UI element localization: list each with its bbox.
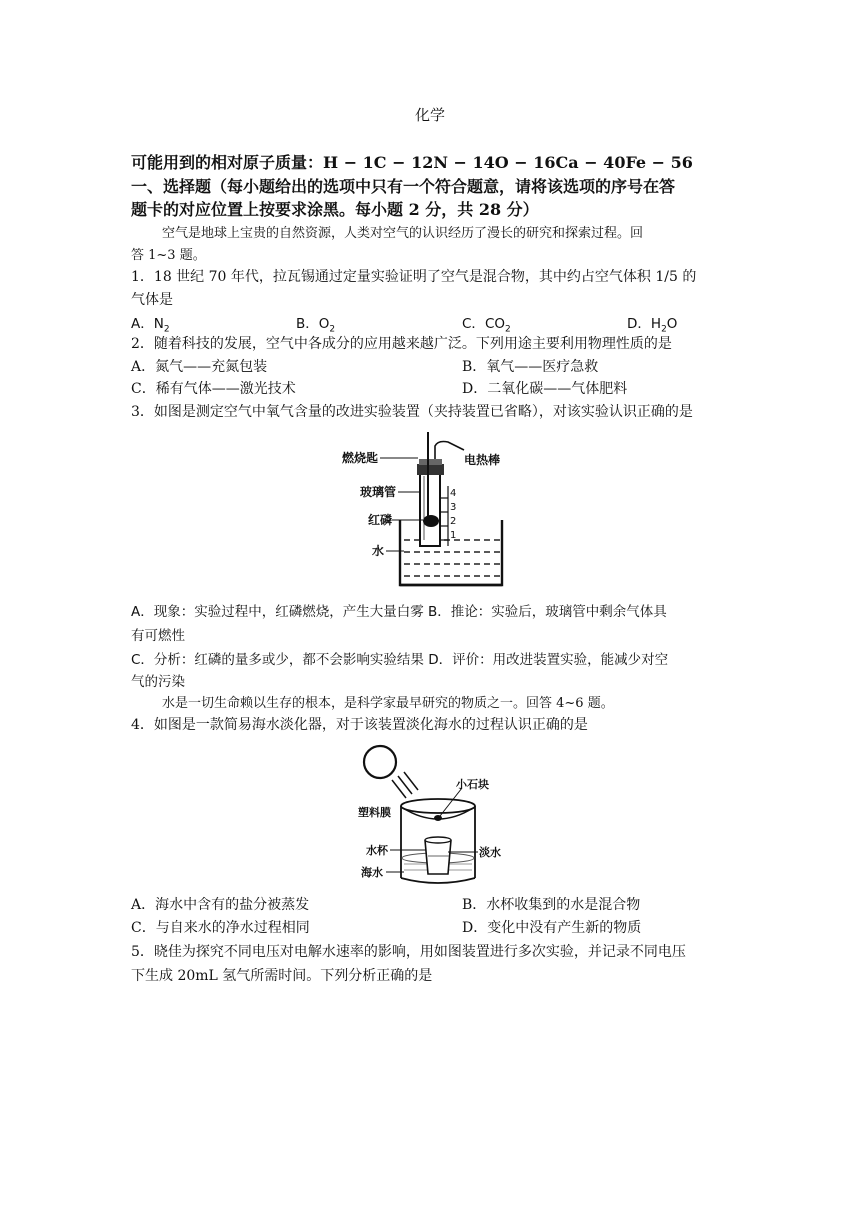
svg-text:淡水: 淡水 [479, 846, 501, 859]
svg-text:小石块: 小石块 [456, 778, 489, 791]
svg-text:红磷: 红磷 [368, 513, 393, 527]
q3-options-ab-line1: A．现象：实验过程中，红磷燃烧，产生大量白雾 B．推论：实验后，玻璃管中剩余气体具 [131, 604, 667, 620]
svg-text:1: 1 [450, 530, 457, 541]
svg-text:2: 2 [450, 516, 457, 527]
section-heading-line1: 一、选择题（每小题给出的选项中只有一个符合题意，请将该选项的序号在答 [131, 177, 676, 196]
q3-options-cd-line2: 气的污染 [131, 674, 185, 690]
svg-text:水: 水 [372, 544, 385, 558]
q1-option-d: D．$H_2O$ [627, 316, 678, 335]
svg-text:水杯: 水杯 [366, 844, 388, 857]
svg-text:3: 3 [450, 502, 457, 513]
q4-option-c: C．与自来水的净水过程相同 [131, 920, 310, 936]
q1-stem-line1: 1．18 世纪 70 年代，拉瓦锡通过定量实验证明了空气是混合物，其中约占空气体积 1/5 的 [131, 269, 697, 285]
q2-option-c: C．稀有气体——激光技术 [131, 381, 296, 397]
svg-text:塑料膜: 塑料膜 [358, 806, 391, 819]
q3-options-cd-line1: C．分析：红磷的量多或少，都不会影响实验结果 D．评价：用改进装置实验，能减少对空 [131, 652, 669, 668]
svg-text:海水: 海水 [361, 866, 383, 879]
q5-stem-line2: 下生成 20mL 氢气所需时间。下列分析正确的是 [131, 968, 433, 984]
intro1-line1: 空气是地球上宝贵的自然资源，人类对空气的认识经历了漫长的研究和探索过程。回 [162, 226, 644, 241]
q2-stem: 2．随着科技的发展，空气中各成分的应用越来越广泛。下列用途主要利用物理性质的是 [131, 336, 672, 352]
q1-stem-line2: 气体是 [131, 292, 173, 308]
section-heading-line2: 题卡的对应位置上按要求涂黑。每小题 2 分，共 28 分） [131, 200, 539, 219]
intro2: 水是一切生命赖以生存的根本，是科学家最早研究的物质之一。回答 4~6 题。 [162, 696, 614, 711]
q2-option-d: D．二氧化碳——气体肥料 [462, 381, 628, 397]
svg-text:4: 4 [450, 488, 457, 499]
q5-stem-line1: 5．晓佳为探究不同电压对电解水速率的影响，用如图装置进行多次实验，并记录不同电压 [131, 944, 686, 960]
q4-option-d: D．变化中没有产生新的物质 [462, 920, 642, 936]
page-title: 化学 [414, 106, 445, 124]
q3-apparatus-figure [340, 428, 505, 590]
svg-text:燃烧匙: 燃烧匙 [342, 451, 379, 465]
intro1-line2: 答 1~3 题。 [131, 248, 206, 263]
q1-option-b: B．$O_2$ [296, 316, 336, 335]
q2-option-b: B．氧气——医疗急救 [462, 359, 599, 375]
svg-text:玻璃管: 玻璃管 [360, 485, 397, 499]
q2-option-a: A．氮气——充氮包装 [131, 359, 268, 375]
q1-option-a: A．$N_2$ [131, 316, 170, 335]
atomic-masses-line: 可能用到的相对原子质量：H − 1C − 12N − 14O − 16Ca − 40Fe − 56 [131, 153, 693, 172]
q4-desalinator-figure [358, 740, 508, 890]
q4-option-b: B．水杯收集到的水是混合物 [462, 897, 641, 913]
q4-stem: 4．如图是一款简易海水淡化器，对于该装置淡化海水的过程认识正确的是 [131, 717, 588, 733]
svg-text:电热棒: 电热棒 [464, 453, 501, 467]
q3-stem: 3．如图是测定空气中氧气含量的改进实验装置（夹持装置已省略），对该实验认识正确的是 [131, 404, 693, 420]
q1-option-c: C．$CO_2$ [462, 316, 511, 335]
q4-option-a: A．海水中含有的盐分被蒸发 [131, 897, 310, 913]
q3-options-ab-line2: 有可燃性 [131, 628, 185, 644]
